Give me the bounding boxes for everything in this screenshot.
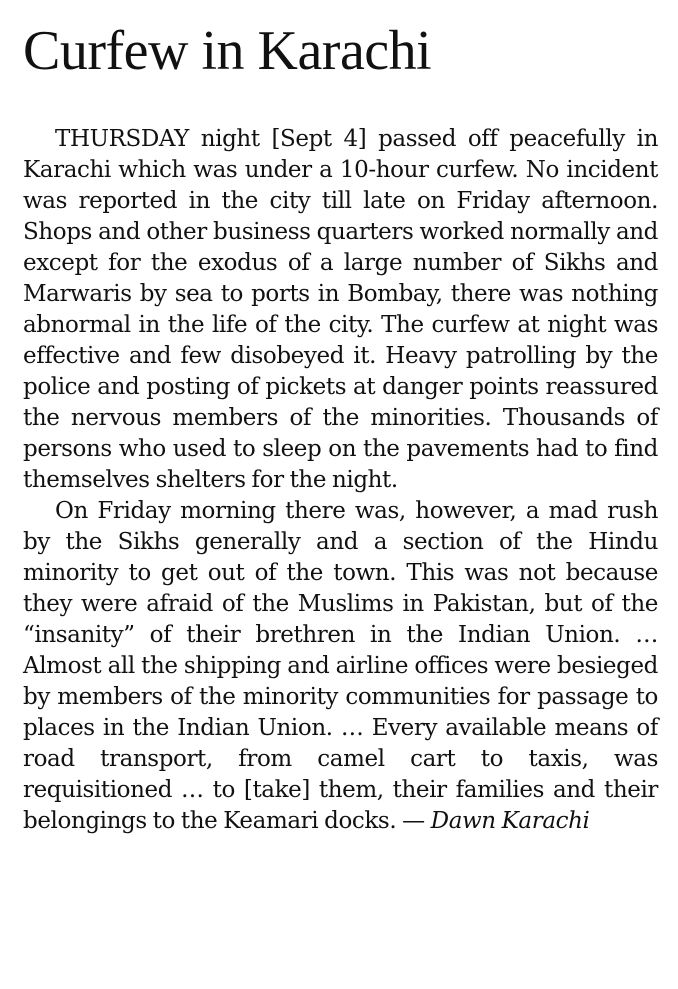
article-source: Dawn Karachi — [430, 808, 590, 834]
article-paragraph-with-source — [23, 496, 658, 837]
article-paragraph-text: On Friday morning there was, however, a mad rush by the Sikhs generally and a section of the Hindu minority to get out of the town. This was not because they were afraid of the Muslims in Pakistan, but of the “insanity” of their brethren in the Indian Union. … Almost all the shipping and airline offices were besieged by members of the minority communities for passage to places in the Indian Union. … Every available means of road transport, from camel cart to taxis, was requisitioned … to [take] them, their families and their belongings to the Keamari docks. — — [23, 498, 658, 834]
article — [23, 18, 658, 837]
article-paragraph: THURSDAY night [Sept 4] passed off peacefully in Karachi which was under a 10-hour curfew. No incident was reported in the city till late on Friday afternoon. Shops and other business quarters worked normally and except for the exodus of a large number of Sikhs and Marwaris by sea to ports in Bombay, there was nothing abnormal in the life of the city. The curfew at night was effective and few disobeyed it. Heavy patrolling by the police and posting of pickets at danger points reassured the nervous members of the minorities. Thousands of persons who used to sleep on the pavements had to find themselves shelters for the night. — [23, 126, 658, 493]
article-body — [23, 124, 658, 837]
article-headline: Curfew in Karachi — [23, 20, 432, 82]
